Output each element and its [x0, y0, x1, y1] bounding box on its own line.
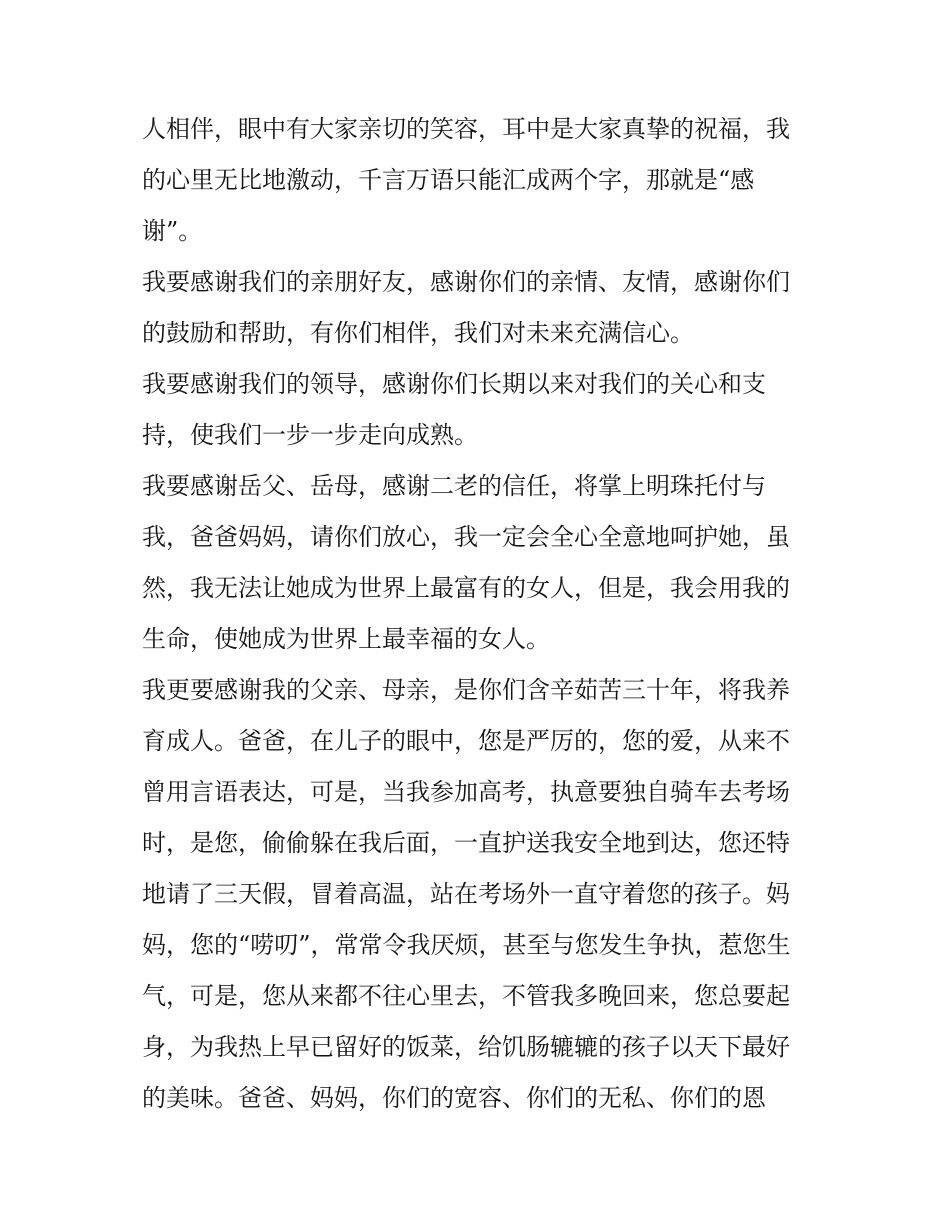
text-line: 气，可是，您从来都不往心里去，不管我多晚回来，您总要起	[142, 982, 790, 1010]
text-line: 身，为我热上早已留好的饭菜，给饥肠辘辘的孩子以天下最好	[142, 1033, 790, 1061]
text-line: 时，是您，偷偷躲在我后面，一直护送我安全地到达，您还特	[142, 829, 790, 857]
text-line: 的美味。爸爸、妈妈，你们的宽容、你们的无私、你们的恩	[142, 1084, 766, 1112]
text-line: 我要感谢我们的亲朋好友，感谢你们的亲情、友情，感谢你们	[142, 268, 790, 296]
text-line: 我要感谢岳父、岳母，感谢二老的信任，将掌上明珠托付与	[142, 472, 766, 500]
text-line: 曾用言语表达，可是，当我参加高考，执意要独自骑车去考场	[142, 778, 790, 806]
text-line: 的鼓励和帮助，有你们相伴，我们对未来充满信心。	[142, 319, 694, 347]
text-line: 谢”。	[142, 217, 203, 245]
text-line: 我更要感谢我的父亲、母亲，是你们含辛茹苦三十年，将我养	[142, 676, 790, 704]
text-line: 的心里无比地激动，千言万语只能汇成两个字，那就是“感	[142, 166, 755, 194]
text-line: 妈，您的“唠叨”，常常令我厌烦，甚至与您发生争执，惹您生	[142, 931, 791, 959]
text-line: 人相伴，眼中有大家亲切的笑容，耳中是大家真挚的祝福，我	[142, 115, 790, 143]
text-line: 我，爸爸妈妈，请你们放心，我一定会全心全意地呵护她，虽	[142, 523, 790, 551]
text-line: 地请了三天假，冒着高温，站在考场外一直守着您的孩子。妈	[142, 880, 790, 908]
text-line: 育成人。爸爸，在儿子的眼中，您是严厉的，您的爱，从来不	[142, 727, 790, 755]
document-body	[142, 104, 822, 1124]
text-line: 生命，使她成为世界上最幸福的女人。	[142, 625, 550, 653]
text-line: 持，使我们一步一步走向成熟。	[142, 421, 478, 449]
text-line: 我要感谢我们的领导，感谢你们长期以来对我们的关心和支	[142, 370, 766, 398]
text-line: 然，我无法让她成为世界上最富有的女人，但是，我会用我的	[142, 574, 790, 602]
